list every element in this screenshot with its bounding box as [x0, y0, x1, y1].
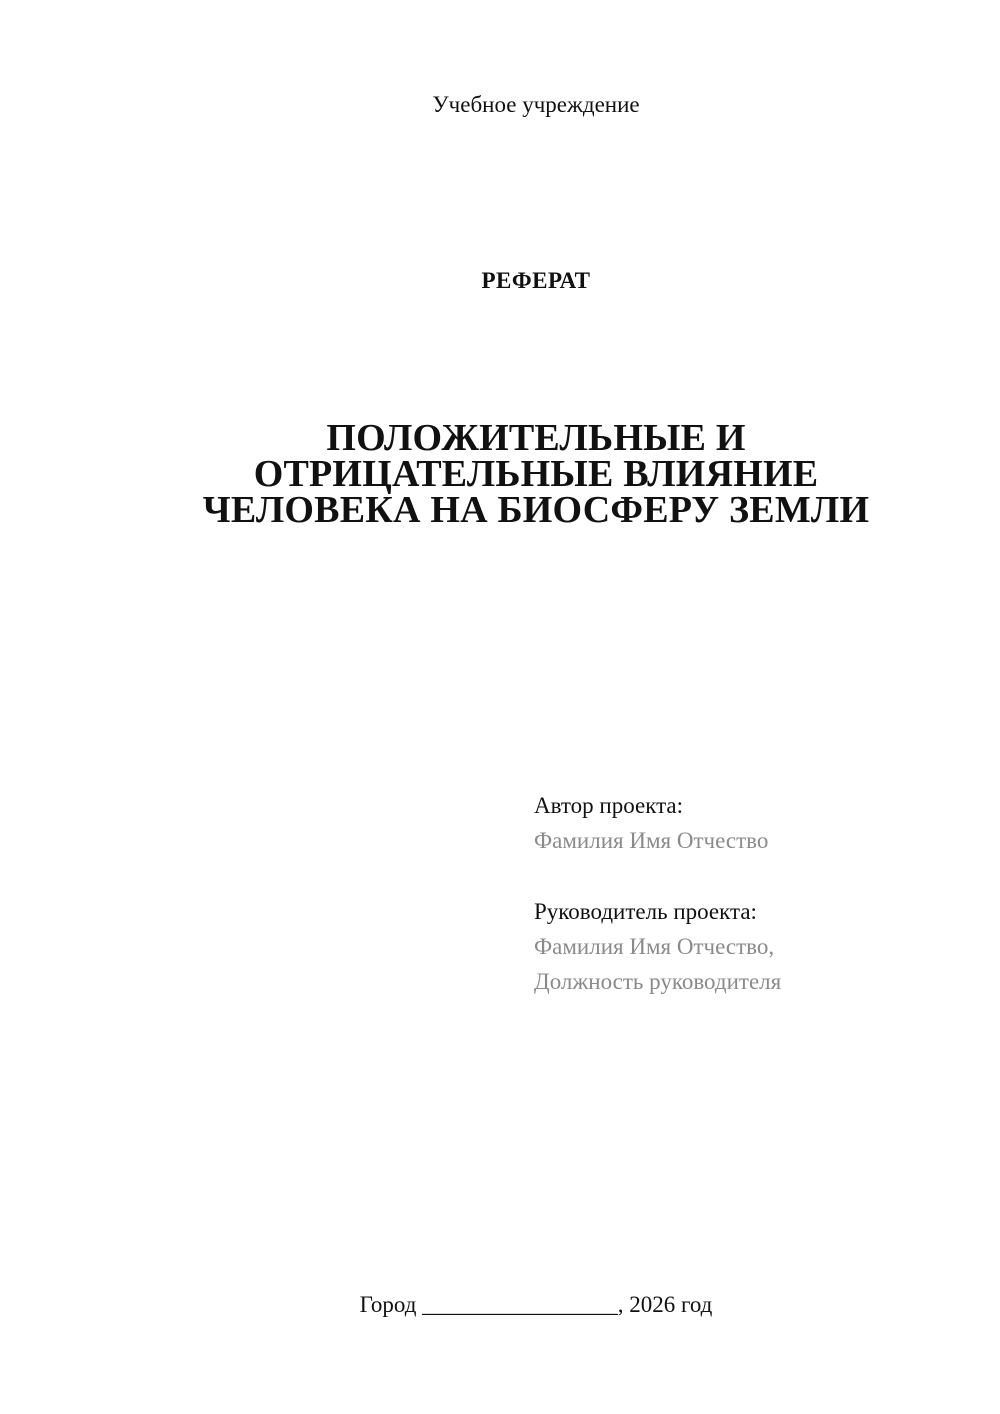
title-line: ЧЕЛОВЕКА НА БИОСФЕРУ ЗЕМЛИ [202, 489, 870, 531]
institution-name: Учебное учреждение [432, 92, 640, 117]
supervisor-position: Должность руководителя [534, 969, 782, 994]
title-line: ОТРИЦАТЕЛЬНЫЕ ВЛИЯНИЕ [253, 453, 819, 495]
credits-spacer [534, 858, 974, 894]
supervisor-name: Фамилия Имя Отчество, [534, 934, 775, 959]
document-title [180, 417, 892, 531]
author-label: Автор проекта: [534, 793, 683, 818]
supervisor-label: Руководитель проекта: [534, 899, 757, 924]
city-year-footer: Город _________________, 2026 год [359, 1292, 713, 1317]
author-name: Фамилия Имя Отчество [534, 828, 769, 853]
title-line: ПОЛОЖИТЕЛЬНЫЕ И [326, 417, 746, 459]
credits-block [534, 788, 974, 999]
document-type: РЕФЕРАТ [481, 268, 591, 293]
